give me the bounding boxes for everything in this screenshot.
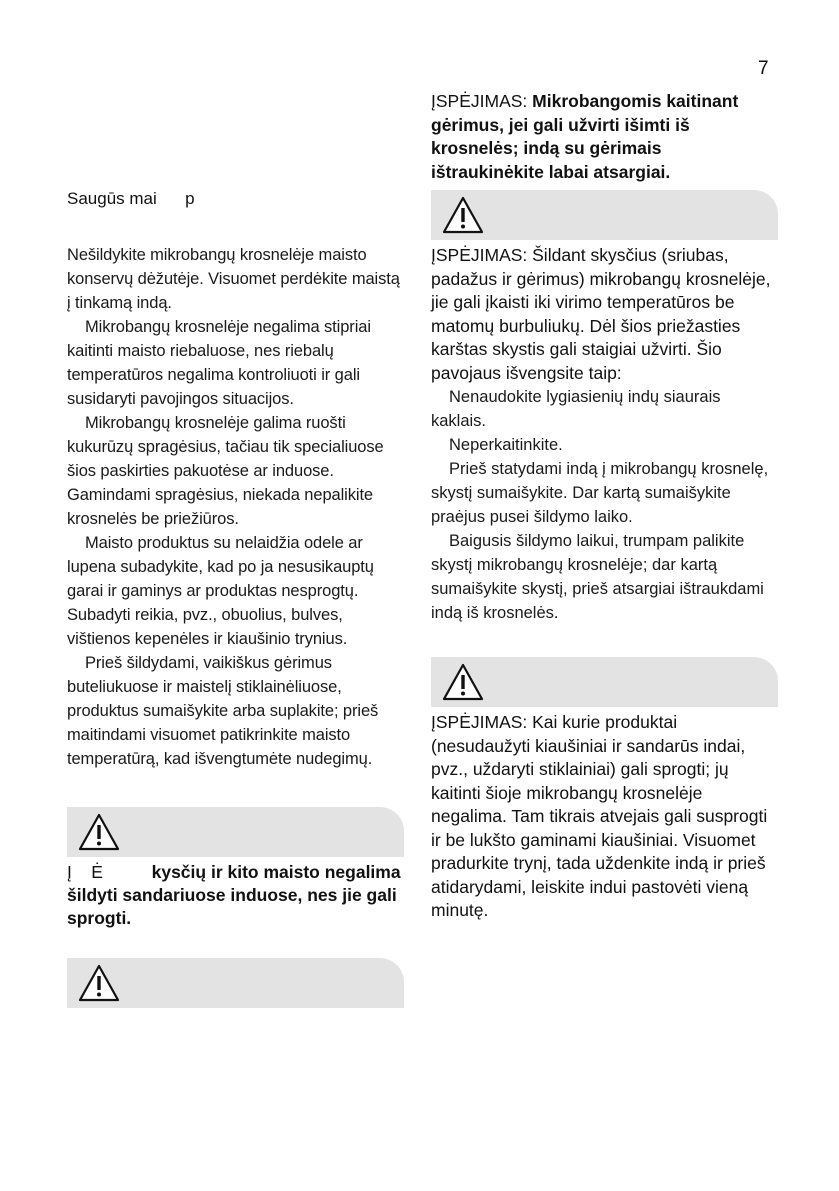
warning-bold-text: Mikrobangomis kaitinant gėrimus, jei gali užvirti išimti iš krosnelės; indą su gėrimais ištraukinėkite labai atsargiai. xyxy=(431,91,739,182)
warning-eggs-jars: ĮSPĖJIMAS: Kai kurie produktai (nesudaužyti kiaušiniai ir sandarūs indai, pvz., uždaryti stiklainiai) gali sprogti; jų kaitinti šioje mikrobangų krosnelėje negalima. Tam tikrais atvejais gali susprogti ir be lukšto gaminami kiaušiniai. Visuomet pradurkite trynį, tada uždenkite indą ir prieš atidarydami, leiskite indui pastovėti vieną minutę. xyxy=(431,712,768,920)
page-number: 7 xyxy=(758,58,769,79)
warning-lead: ĮSPĖJIMAS: xyxy=(431,91,533,111)
warning-banner xyxy=(67,807,404,857)
tip-narrow-neck: Nenaudokite lygiasienių indų siaurais kaklais. xyxy=(431,388,721,430)
warning-triangle-icon xyxy=(77,963,121,1003)
warning-triangle-icon xyxy=(77,812,121,852)
warning-triangle-icon xyxy=(441,662,485,702)
paragraph-pierce-skin: Maisto produktus su nelaidžia odele ar lupena subadykite, kad po ja nesusikauptų garai ir gaminys ar produktas nesprogtų. Subadyti reikia, pvz., obuolius, bulves, vištienos kepenėles ir kiaušinio trynius. xyxy=(67,534,374,648)
warning-banner xyxy=(431,190,778,240)
warning-banner xyxy=(67,958,404,1008)
warning-triangle-icon xyxy=(441,195,485,235)
warning-banner xyxy=(431,657,778,707)
section-title: Saugūs mai p xyxy=(67,189,195,208)
warning-liquids: ĮSPĖJIMAS: Šildant skysčius (sriubas, padažus ir gėrimus) mikrobangų krosnelėje, jie gali įkaisti iki virimo temperatūros be matomų burbuliukų. Dėl šios priežasties karštas skystis gali staigiai užvirti. Šio pavojaus išvengsite taip: xyxy=(431,245,771,383)
right-column xyxy=(431,90,778,923)
warning-lead: Į Ė xyxy=(67,862,152,882)
warning-sealed-containers xyxy=(67,861,404,930)
paragraph-fat-heating: Mikrobangų krosnelėje negalima stipriai kaitinti maisto riebaluose, nes riebalų temperatūros negalima kontroliuoti ir gali susidaryti pavojingos situacijos. xyxy=(67,318,371,408)
warning-bold-text: kysčių ir kito maisto negalima šildyti sandariuose induose, nes jie gali sprogti. xyxy=(67,862,401,928)
paragraph-popcorn: Mikrobangų krosnelėje galima ruošti kukurūzų spragėsius, tačiau tik specialiuose šios paskirties pakuotėse ar induose. Gamindami spragėsius, niekada nepalikite krosnelės be priežiūros. xyxy=(67,414,384,528)
left-column xyxy=(67,188,404,1008)
tip-stir-after: Baigusis šildymo laikui, trumpam palikite skystį mikrobangų krosnelėje; dar kartą sumaišykite skystį, prieš atsargiai ištraukdami indą iš krosnelės. xyxy=(431,532,764,622)
tip-no-overheat: Neperkaitinkite. xyxy=(449,436,563,454)
warning-drinks-boiling xyxy=(431,90,778,184)
paragraph-baby-food: Prieš šildydami, vaikiškus gėrimus buteliukuose ir maistelį stiklainėliuose, produktus sumaišykite arba suplakite; prieš maitindami visuomet patikrinkite maisto temperatūrą, kad išvengtumėte nudegimų. xyxy=(67,654,379,768)
tip-stir-before: Prieš statydami indą į mikrobangų krosnelę, skystį sumaišykite. Dar kartą sumaišykite praėjus pusei šildymo laiko. xyxy=(431,460,769,526)
paragraph-canned-food: Nešildykite mikrobangų krosnelėje maisto konservų dėžutėje. Visuomet perdėkite maistą į tinkamą indą. xyxy=(67,246,400,312)
